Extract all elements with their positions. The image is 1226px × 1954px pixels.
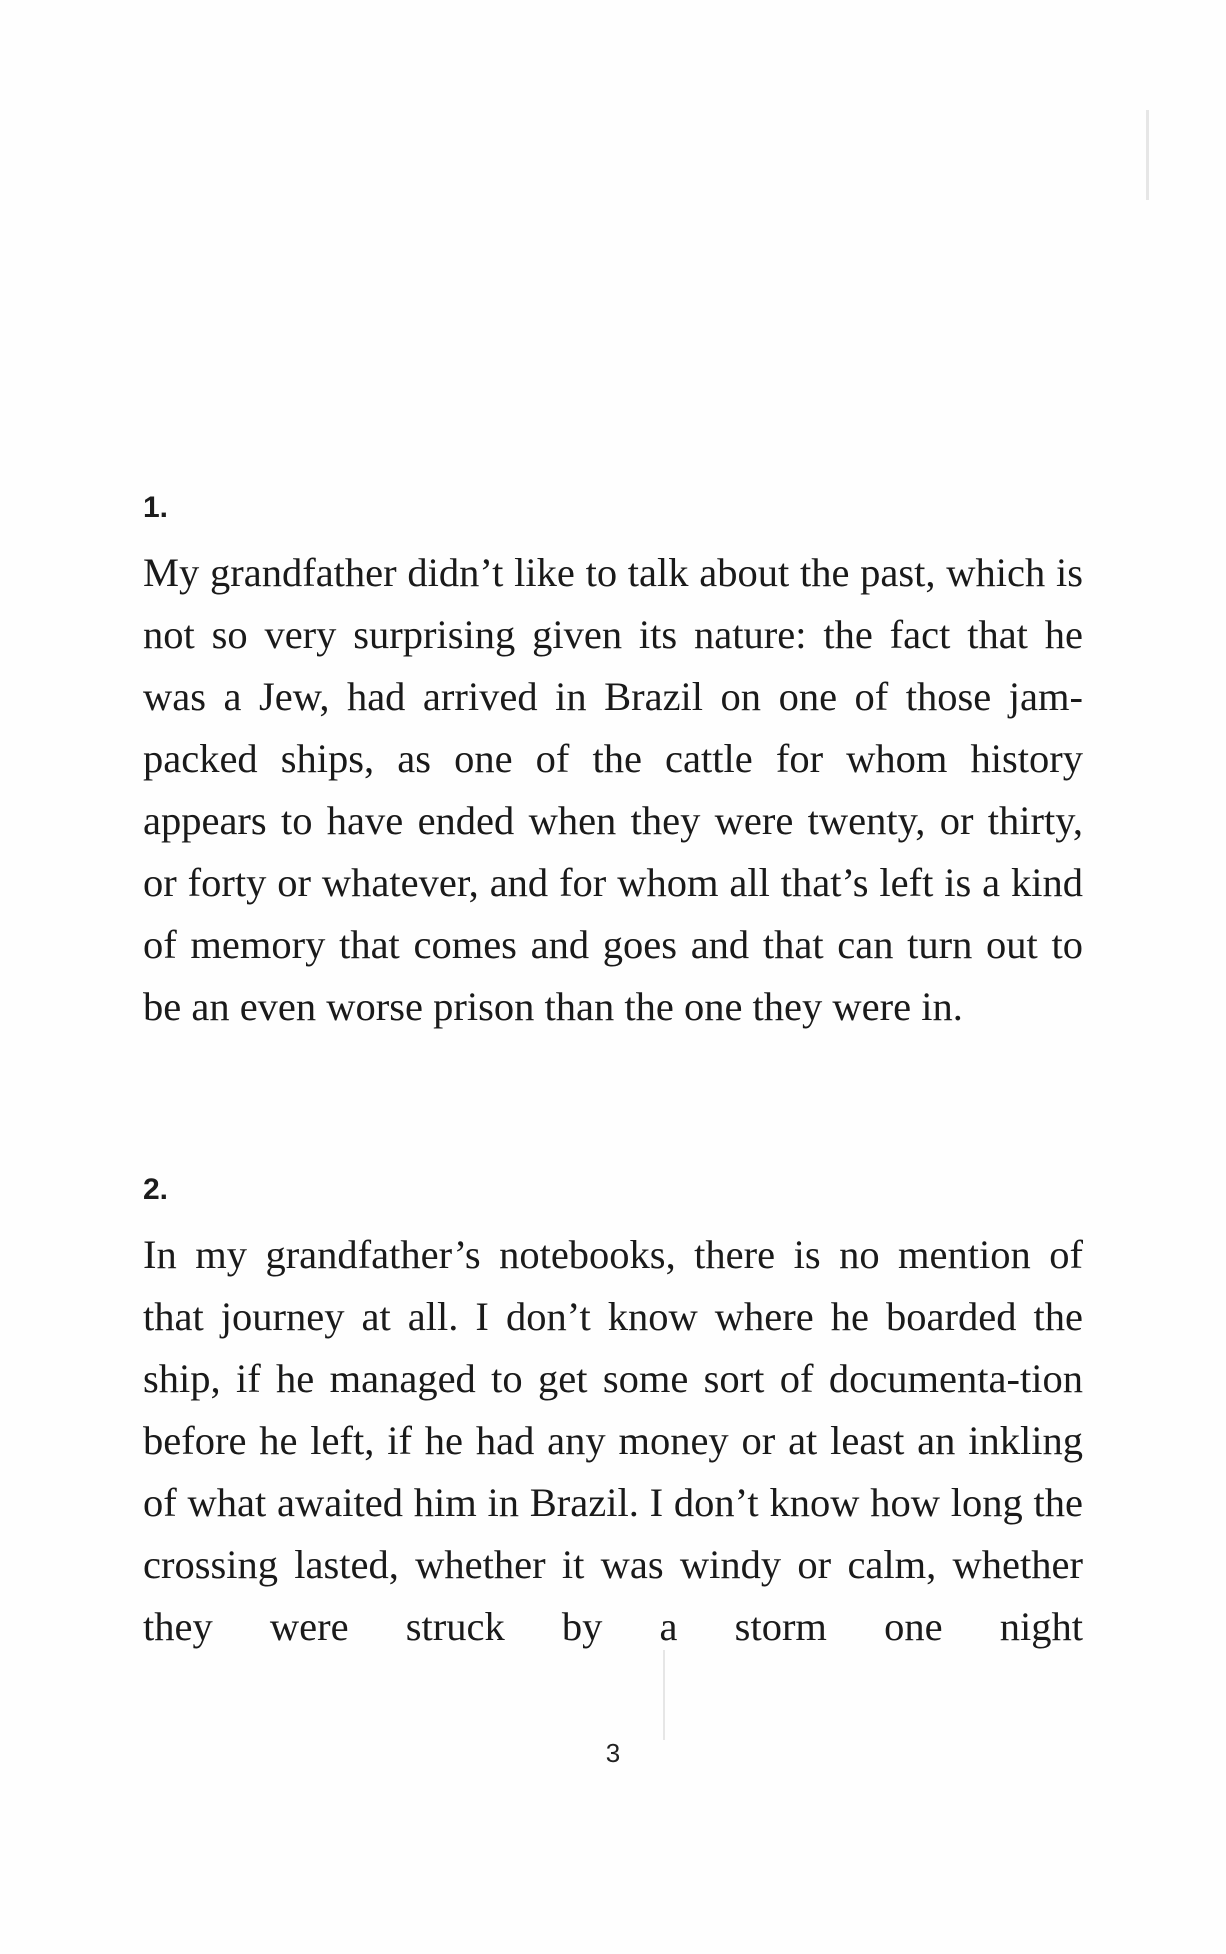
page-number: 3 xyxy=(605,1738,621,1768)
section-number: 2. xyxy=(143,1173,169,1206)
section-paragraph: In my grandfather’s notebooks, there is no mention of that journey at all. I don’t know where he boarded the ship, if he managed to get some sort of documenta-tion before he left, if he had any money or at least an inkling of what awaited him in Brazil. I don’t know how long the crossing lasted, whether it was windy or calm, whether they were struck by a storm one night xyxy=(143,1232,1083,1649)
section-number: 1. xyxy=(143,491,169,524)
section-2 xyxy=(143,1170,1083,1658)
scan-artifact xyxy=(1146,110,1149,200)
section-1 xyxy=(143,488,1083,1038)
scan-artifact xyxy=(663,1650,665,1740)
section-paragraph: My grandfather didn’t like to talk about the past, which is not so very surprising given its nature: the fact that he was a Jew, had arrived in Brazil on one of those jam-packed ships, as one of the cattle for whom history appears to have ended when they were twenty, or thirty, or forty or whatever, and for whom all that’s left is a kind of memory that comes and goes and that can turn out to be an even worse prison than the one they were in. xyxy=(143,550,1083,1029)
